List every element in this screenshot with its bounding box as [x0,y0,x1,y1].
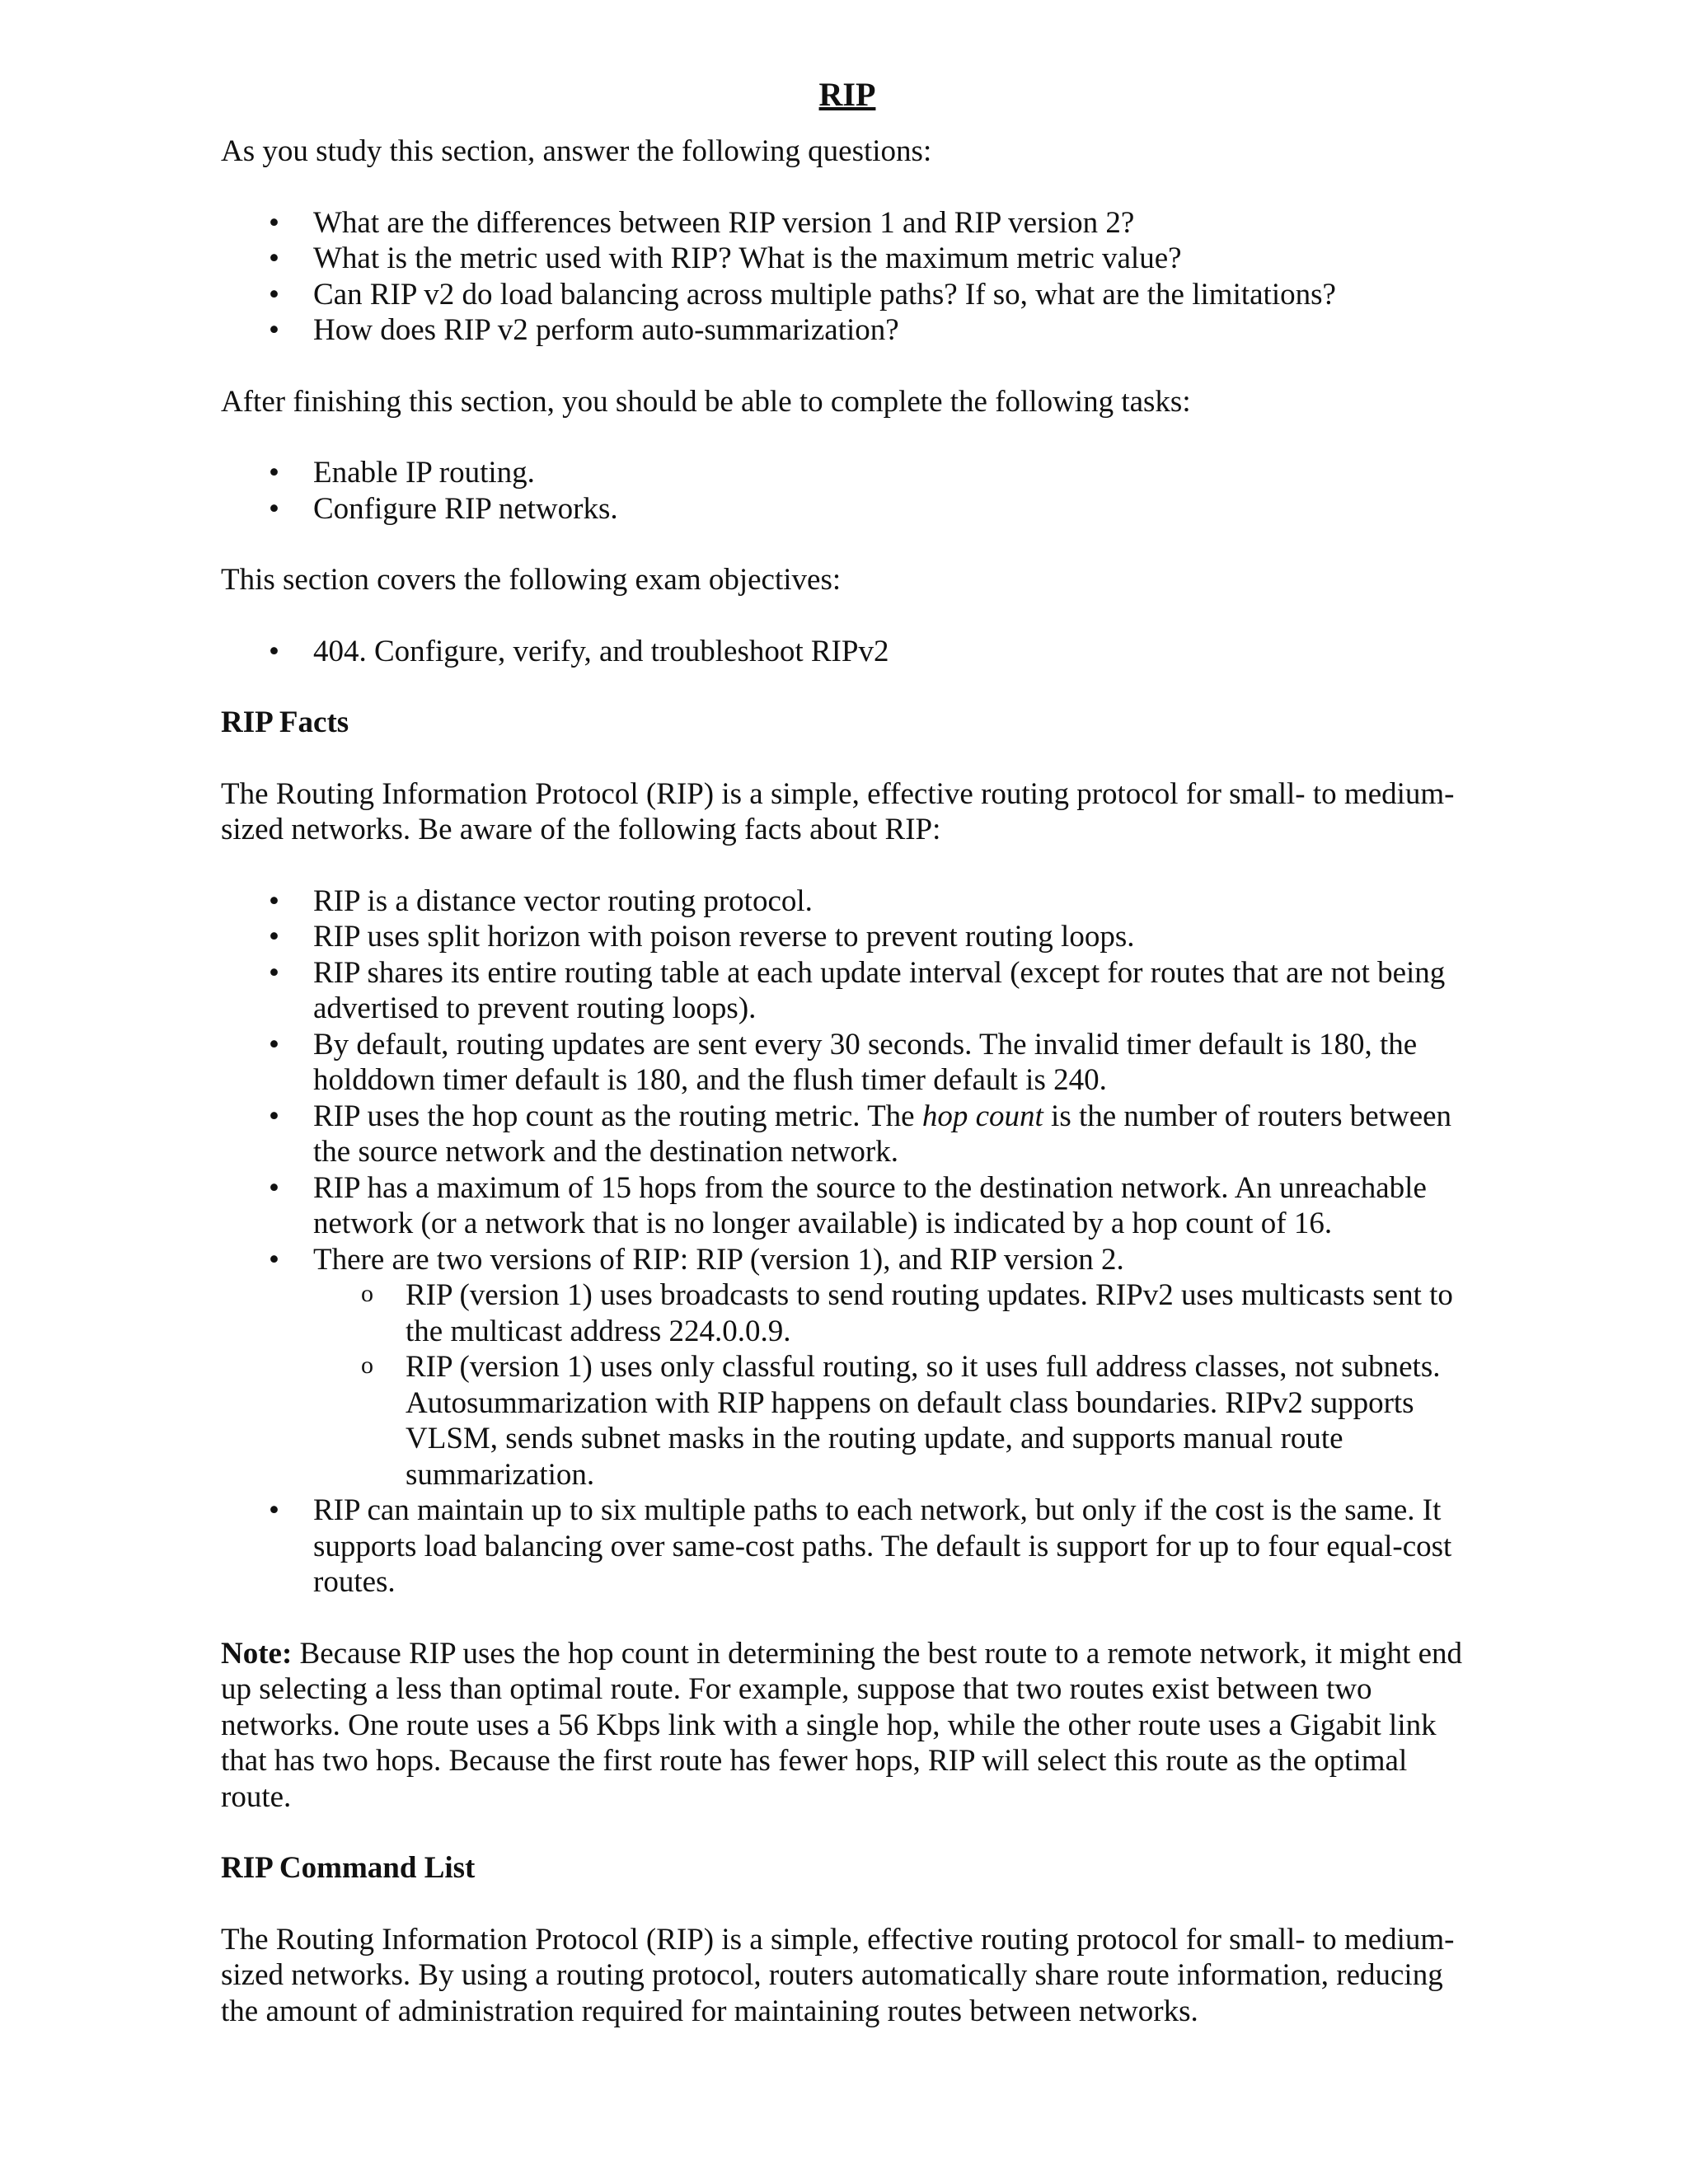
spacer [221,1601,1474,1636]
fact-text: RIP uses the hop count as the routing metric. The [313,1099,922,1133]
versions-sublist [313,1277,1474,1493]
spacer [221,349,1474,384]
list-item [221,1099,1474,1170]
list-item: • Can RIP v2 do load balancing across multiple paths? If so, what are the limitations? [221,277,1474,313]
fact-text: is the number of routers between the source network and the destination network. [313,1099,1452,1169]
list-item: • RIP is a distance vector routing protocol. [221,883,1474,920]
spacer [221,741,1474,776]
objectives-list [221,634,1474,670]
list-item: • 404. Configure, verify, and troubleshoot RIPv2 [221,634,1474,670]
hop-count-term: hop count [921,1099,1043,1133]
tasks-list [221,455,1474,527]
list-item: • RIP shares its entire routing table at each update interval (except for routes that are not being advertised to prevent routing loops). [221,955,1474,1027]
list-item: • Enable IP routing. [221,455,1474,491]
list-item: • What is the metric used with RIP? What is the maximum metric value? [221,241,1474,277]
list-item [221,1242,1474,1493]
list-item: • How does RIP v2 perform auto-summarization? [221,312,1474,349]
spacer [221,527,1474,562]
facts-heading: RIP Facts [221,705,349,739]
list-item: • RIP has a maximum of 15 hops from the source to the destination network. An unreachable network (or a network that is no longer available) is indicated by a hop count of 16. [221,1170,1474,1242]
spacer [221,1815,1474,1850]
list-item: • What are the differences between RIP version 1 and RIP version 2? [221,205,1474,241]
note-label: Note: [221,1636,293,1671]
fact-text: There are two versions of RIP: RIP (version 1), and RIP version 2. [313,1242,1124,1277]
spacer [221,669,1474,705]
spacer [221,598,1474,634]
spacer [221,1886,1474,1922]
spacer [221,419,1474,455]
commands-heading: RIP Command List [221,1851,476,1885]
tasks-intro: After finishing this section, you should be able to complete the following tasks: [221,384,1191,419]
document-page [221,76,1474,2029]
note-text: Because RIP uses the hop count in determining the best route to a remote network, it might end up selecting a less than optimal route. For example, suppose that two routes exist between two networks. One route uses a 56 Kbps link with a single hop, while the other route uses a Gigabit link that has two hops. Because the first route has fewer hops, RIP will select this route as the optimal route. [221,1636,1463,1814]
page-title: RIP [818,76,876,113]
sub-list-item: o RIP (version 1) uses only classful routing, so it uses full address classes, not subnets. Autosummarization with RIP happens on default class boundaries. RIPv2 supports VLSM, sends subnet masks in the routing update, and supports manual route summarization. [313,1349,1474,1493]
objectives-intro: This section covers the following exam objectives: [221,563,842,597]
list-item: • RIP can maintain up to six multiple paths to each network, but only if the cost is the same. It supports load balancing over same-cost paths. The default is support for up to four equal-cost routes. [221,1493,1474,1601]
commands-intro: The Routing Information Protocol (RIP) is a simple, effective routing protocol for small- to medium-sized networks. By using a routing protocol, routers automatically share route information, reducing the amount of administration required for maintaining routes between networks. [221,1922,1455,2028]
questions-intro: As you study this section, answer the following questions: [221,134,932,168]
list-item: • Configure RIP networks. [221,491,1474,527]
spacer [221,170,1474,205]
facts-intro: The Routing Information Protocol (RIP) is a simple, effective routing protocol for small- to medium-sized networks. Be aware of the following facts about RIP: [221,776,1455,846]
list-item: • By default, routing updates are sent every 30 seconds. The invalid timer default is 180, the holddown timer default is 180, and the flush timer default is 240. [221,1027,1474,1099]
facts-list [221,883,1474,1601]
spacer [221,848,1474,883]
list-item: • RIP uses split horizon with poison reverse to prevent routing loops. [221,919,1474,955]
questions-list [221,205,1474,349]
sub-list-item: o RIP (version 1) uses broadcasts to send routing updates. RIPv2 uses multicasts sent to the multicast address 224.0.0.9. [313,1277,1474,1349]
note-paragraph [221,1636,1474,1816]
